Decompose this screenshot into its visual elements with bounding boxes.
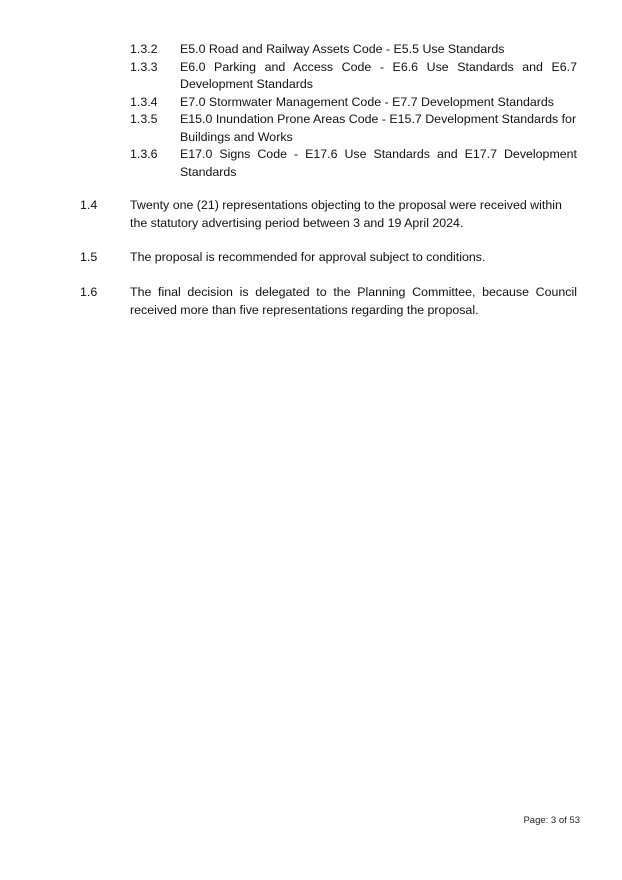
list-item-text: E5.0 Road and Railway Assets Code - E5.5 Use Standards: [180, 42, 505, 56]
list-item: [130, 111, 577, 146]
list-item-number: 1.3.5: [130, 112, 158, 126]
list-item: [130, 41, 577, 59]
list-item-text: E7.0 Stormwater Management Code - E7.7 Development Standards: [180, 94, 554, 109]
list-item: [130, 94, 577, 112]
paragraph-1-6: [80, 284, 577, 319]
paragraph-text: The final decision is delegated to the Planning Committee, because Council received more than five representations regarding the proposal.: [130, 285, 577, 317]
list-item-number: 1.3.4: [130, 94, 158, 109]
list-item-text: E15.0 Inundation Prone Areas Code - E15.7 Development Standards for Buildings and Works: [180, 112, 577, 144]
list-item-text: E6.0 Parking and Access Code - E6.6 Use Standards and E6.7 Development Standards: [180, 59, 577, 91]
list-item: [130, 146, 577, 181]
paragraph-text: Twenty one (21) representations objecting to the proposal were received within the statutory advertising period between 3 and 19 April 2024.: [130, 198, 562, 230]
list-item-text: E17.0 Signs Code - E17.6 Use Standards and E17.7 Development Standards: [180, 147, 577, 179]
page-number: Page: 3 of 53: [523, 815, 580, 826]
paragraph-1-5: [80, 249, 577, 267]
paragraph-number: 1.5: [80, 250, 98, 264]
list-item-number: 1.3.6: [130, 147, 158, 161]
sub-item-list: [130, 41, 577, 181]
list-item-number: 1.3.2: [130, 42, 158, 56]
list-item: [130, 59, 577, 94]
paragraph-number: 1.6: [80, 285, 98, 299]
list-item-number: 1.3.3: [130, 59, 158, 74]
paragraph-1-4: [80, 197, 577, 232]
paragraph-text: The proposal is recommended for approval subject to conditions.: [130, 250, 486, 264]
paragraph-number: 1.4: [80, 198, 98, 212]
